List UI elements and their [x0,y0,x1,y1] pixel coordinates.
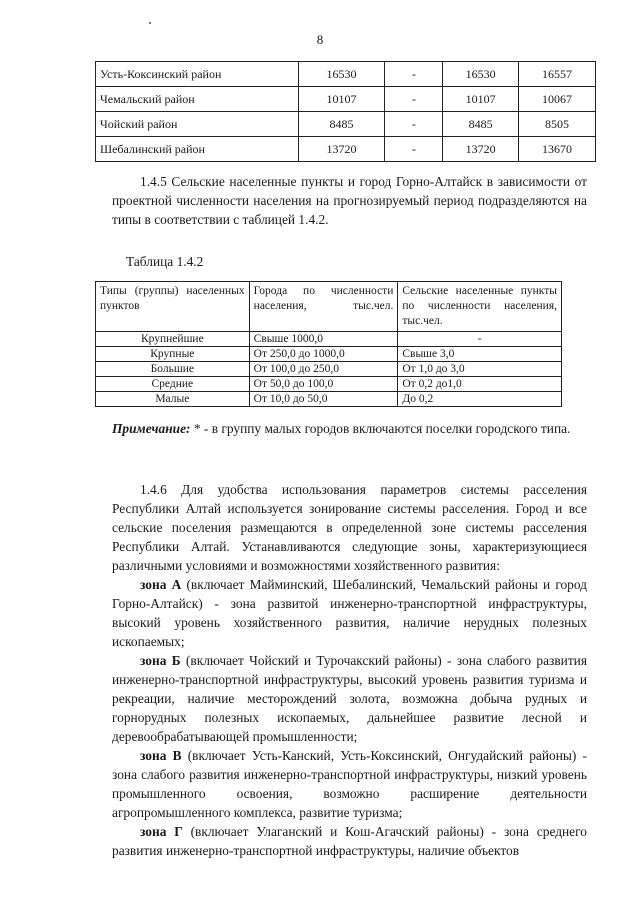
table-cell: Шебалинский район [96,137,299,162]
table-cell: 16557 [519,62,596,87]
table-cell: Средние [96,377,250,392]
settlement-types-table [95,281,562,407]
zone-label: зона Б [140,653,181,668]
note-label: Примечание: [112,421,191,436]
zone-a-paragraph [112,575,587,651]
zone-b-paragraph [112,651,587,746]
table-cell: - [385,87,443,112]
table-cell: Крупные [96,347,250,362]
zone-v-paragraph [112,746,587,822]
table-cell: - [385,62,443,87]
table-cell: - [385,137,443,162]
table-cell: От 50,0 до 100,0 [249,377,398,392]
zone-label: зона Г [140,824,183,839]
table-cell: - [385,112,443,137]
table-cell: 10107 [298,87,385,112]
zone-text: (включает Майминский, Шебалинский, Чемальский районы и город Горно-Алтайск) - зона развитой инженерно-транспортной инфраструктуры, высокий уровень хозяйственного развития, наличие нерудных полезных ископаемых; [112,577,587,649]
table-row [96,347,562,362]
table-cell: - [398,332,562,347]
table-row [96,112,596,137]
table-row [96,392,562,407]
table-cell: Усть-Коксинский район [96,62,299,87]
table-cell: 13720 [443,137,519,162]
table-cell: 16530 [443,62,519,87]
table-cell: Малые [96,392,250,407]
zone-text: (включает Усть-Канский, Усть-Коксинский, Онгудайский районы) - зона слабого развития инженерно-транспортной инфраструктуры, низкий уровень промышленного освоения, возможно расширение деятельности агропромышленного комплекса, развитие туризма; [112,748,587,820]
table-cell: Чойский район [96,112,299,137]
table-cell: От 1,0 до 3,0 [398,362,562,377]
table-header-row [96,282,562,332]
table-cell: 10067 [519,87,596,112]
table-cell: От 10,0 до 50,0 [249,392,398,407]
table-cell: 8485 [443,112,519,137]
district-population-table [95,61,596,162]
table-header-cell: Сельские населенные пункты по численности населения, тыс.чел. [398,282,562,332]
table-row [96,332,562,347]
table-row [96,377,562,392]
zone-text: (включает Улаганский и Кош-Агачский районы) - зона среднего развития инженерно-транспортной инфраструктуры, наличие объектов [112,824,587,858]
table-cell: 8505 [519,112,596,137]
table-cell: Чемальский район [96,87,299,112]
scan-speck [149,22,151,24]
paragraph-1-4-5: 1.4.5 Сельские населенные пункты и город Горно-Алтайск в зависимости от проектной численности населения на прогнозируемый период подразделяются на типы в соответствии с таблицей 1.4.2. [112,174,587,227]
table-cell: Большие [96,362,250,377]
zone-g-paragraph [112,822,587,860]
zone-text: (включает Чойский и Турочакский районы) - зона слабого развития инженерно-транспортной инфраструктуры, высокий уровень развития туризма и рекреации, наличие месторождений золота, возможна добыча рудных и горнорудных полезных ископаемых, дальнейшее развитие лесной и деревообрабатывающей промышленности; [112,653,587,744]
table-cell: 13670 [519,137,596,162]
page-number: 8 [316,32,324,47]
table-cell: Свыше 1000,0 [249,332,398,347]
table-row [96,137,596,162]
zone-label: зона А [140,577,182,592]
table-cell: От 0,2 до1,0 [398,377,562,392]
table-row [96,87,596,112]
table-note [112,419,587,438]
table-caption: Таблица 1.4.2 [126,254,204,269]
table-cell: До 0,2 [398,392,562,407]
table-header-cell: Типы (группы) населенных пунктов [96,282,250,332]
table-cell: 8485 [298,112,385,137]
table-cell: 10107 [443,87,519,112]
paragraph-1-4-6: 1.4.6 Для удобства использования параметров системы расселения Республики Алтай используется зонирование системы расселения. Город и все сельские поселения размещаются в определенной зоне системы расселения Республики Алтай. Устанавливаются следующие зоны, характеризующиеся различными условиями и возможностями хозяйственного развития: [112,482,587,573]
table-row [96,62,596,87]
zone-label: зона В [140,748,182,763]
table-cell: Свыше 3,0 [398,347,562,362]
table-cell: 13720 [298,137,385,162]
note-text: * - в группу малых городов включаются поселки городского типа. [190,421,571,436]
table-row [96,362,562,377]
table-cell: Крупнейшие [96,332,250,347]
table-cell: От 250,0 до 1000,0 [249,347,398,362]
table-cell: 16530 [298,62,385,87]
table-cell: От 100,0 до 250,0 [249,362,398,377]
table-header-cell: Города по численности населения, тыс.чел. [249,282,398,332]
